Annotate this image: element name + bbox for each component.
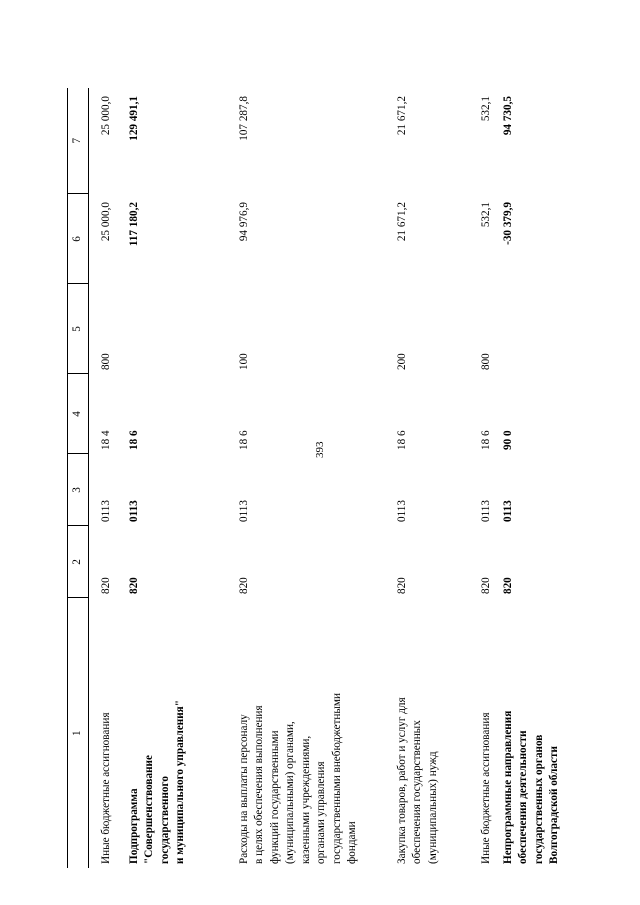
table-row [467,88,501,868]
cell-expense-type: 800 [480,353,492,370]
cell-expense-type [123,284,225,374]
row-name [501,598,581,868]
row-name: Иные бюджетные ассигнования [100,712,112,864]
row-name-line: Подпрограмма [128,788,140,864]
column-header: 7 [68,88,89,194]
table-header-row [68,88,89,868]
cell-target-code: 90 0 [502,430,514,450]
row-name-line: государственных органов [532,734,545,864]
cell-target-code: 18 6 [128,430,140,450]
row-name-line: (муниципальных) нужд [426,751,439,864]
cell-ministry-code: 820 [100,577,112,594]
cell-amount-6: 21 671,2 [396,202,408,242]
cell-ministry-code: 820 [238,577,250,594]
row-name-line: "Совершенствование [143,755,156,864]
cell-ministry-code: 820 [480,577,492,594]
cell-expense-type: 800 [100,353,112,370]
row-name-line: государственными внебюджетными [330,693,343,864]
rotated-table-container [67,88,561,868]
cell-target-code: 18 6 [238,430,250,450]
cell-amount-7: 107 287,8 [238,96,250,141]
row-name-line: в целях обеспечения выполнения [253,705,266,864]
row-name [225,598,387,868]
table-row [89,88,124,868]
column-header: 2 [68,526,89,598]
row-name-line: и муниципального управления" [174,700,187,864]
table-row [387,88,467,868]
cell-amount-6: 117 180,2 [128,202,140,247]
table-row [501,88,581,868]
cell-amount-7: 94 730,5 [502,96,514,136]
cell-target-code: 18 6 [480,430,492,450]
table-row [123,88,225,868]
cell-amount-7: 129 491,1 [128,96,140,141]
cell-section-code: 0113 [480,500,492,522]
cell-section-code: 0113 [502,500,514,522]
row-name-line: казенными учреждениями, [299,735,312,864]
cell-section-code: 0113 [128,500,140,522]
cell-amount-7: 25 000,0 [100,96,112,136]
row-name [123,598,225,868]
column-header: 1 [68,598,89,868]
row-name-line: обеспечения государственных [411,720,424,864]
row-name-line: органами управления [315,761,328,864]
cell-expense-type: 100 [238,353,250,370]
cell-amount-6: 94 976,9 [238,202,250,242]
column-header: 5 [68,284,89,374]
cell-ministry-code: 820 [502,577,514,594]
row-name-line: Непрограммные направления [502,710,514,864]
column-header: 6 [68,194,89,284]
row-name-line: государственного [158,776,171,864]
cell-ministry-code: 820 [396,577,408,594]
row-name-line: функций государственными [268,730,281,864]
cell-amount-6: 532,1 [480,202,492,228]
cell-ministry-code: 820 [128,577,140,594]
column-header: 4 [68,374,89,454]
cell-amount-6: -30 379,9 [502,202,514,245]
cell-amount-7: 532,1 [480,96,492,122]
cell-expense-type: 200 [396,353,408,370]
cell-amount-7: 21 671,2 [396,96,408,136]
row-name-line: Расходы на выплаты персоналу [238,714,250,864]
row-name [387,598,467,868]
cell-expense-type [501,284,581,374]
cell-target-code: 18 6 [396,430,408,450]
cell-section-code: 0113 [238,500,250,522]
row-name-line: Волгоградской области [548,746,561,864]
cell-section-code: 0113 [100,500,112,522]
row-name-line: обеспечения деятельности [517,730,530,864]
table-row [225,88,387,868]
row-name-line: фондами [346,821,359,864]
budget-table [67,88,581,868]
cell-target-code: 18 4 [100,430,112,450]
cell-amount-6: 25 000,0 [100,202,112,242]
page-number: 393 [314,441,326,458]
row-name: Иные бюджетные ассигнования [480,712,492,864]
row-name-line: Закупка товаров, работ и услуг для [396,697,408,864]
column-header: 3 [68,454,89,526]
row-name-line: (муниципальными) органами, [284,721,297,864]
cell-section-code: 0113 [396,500,408,522]
